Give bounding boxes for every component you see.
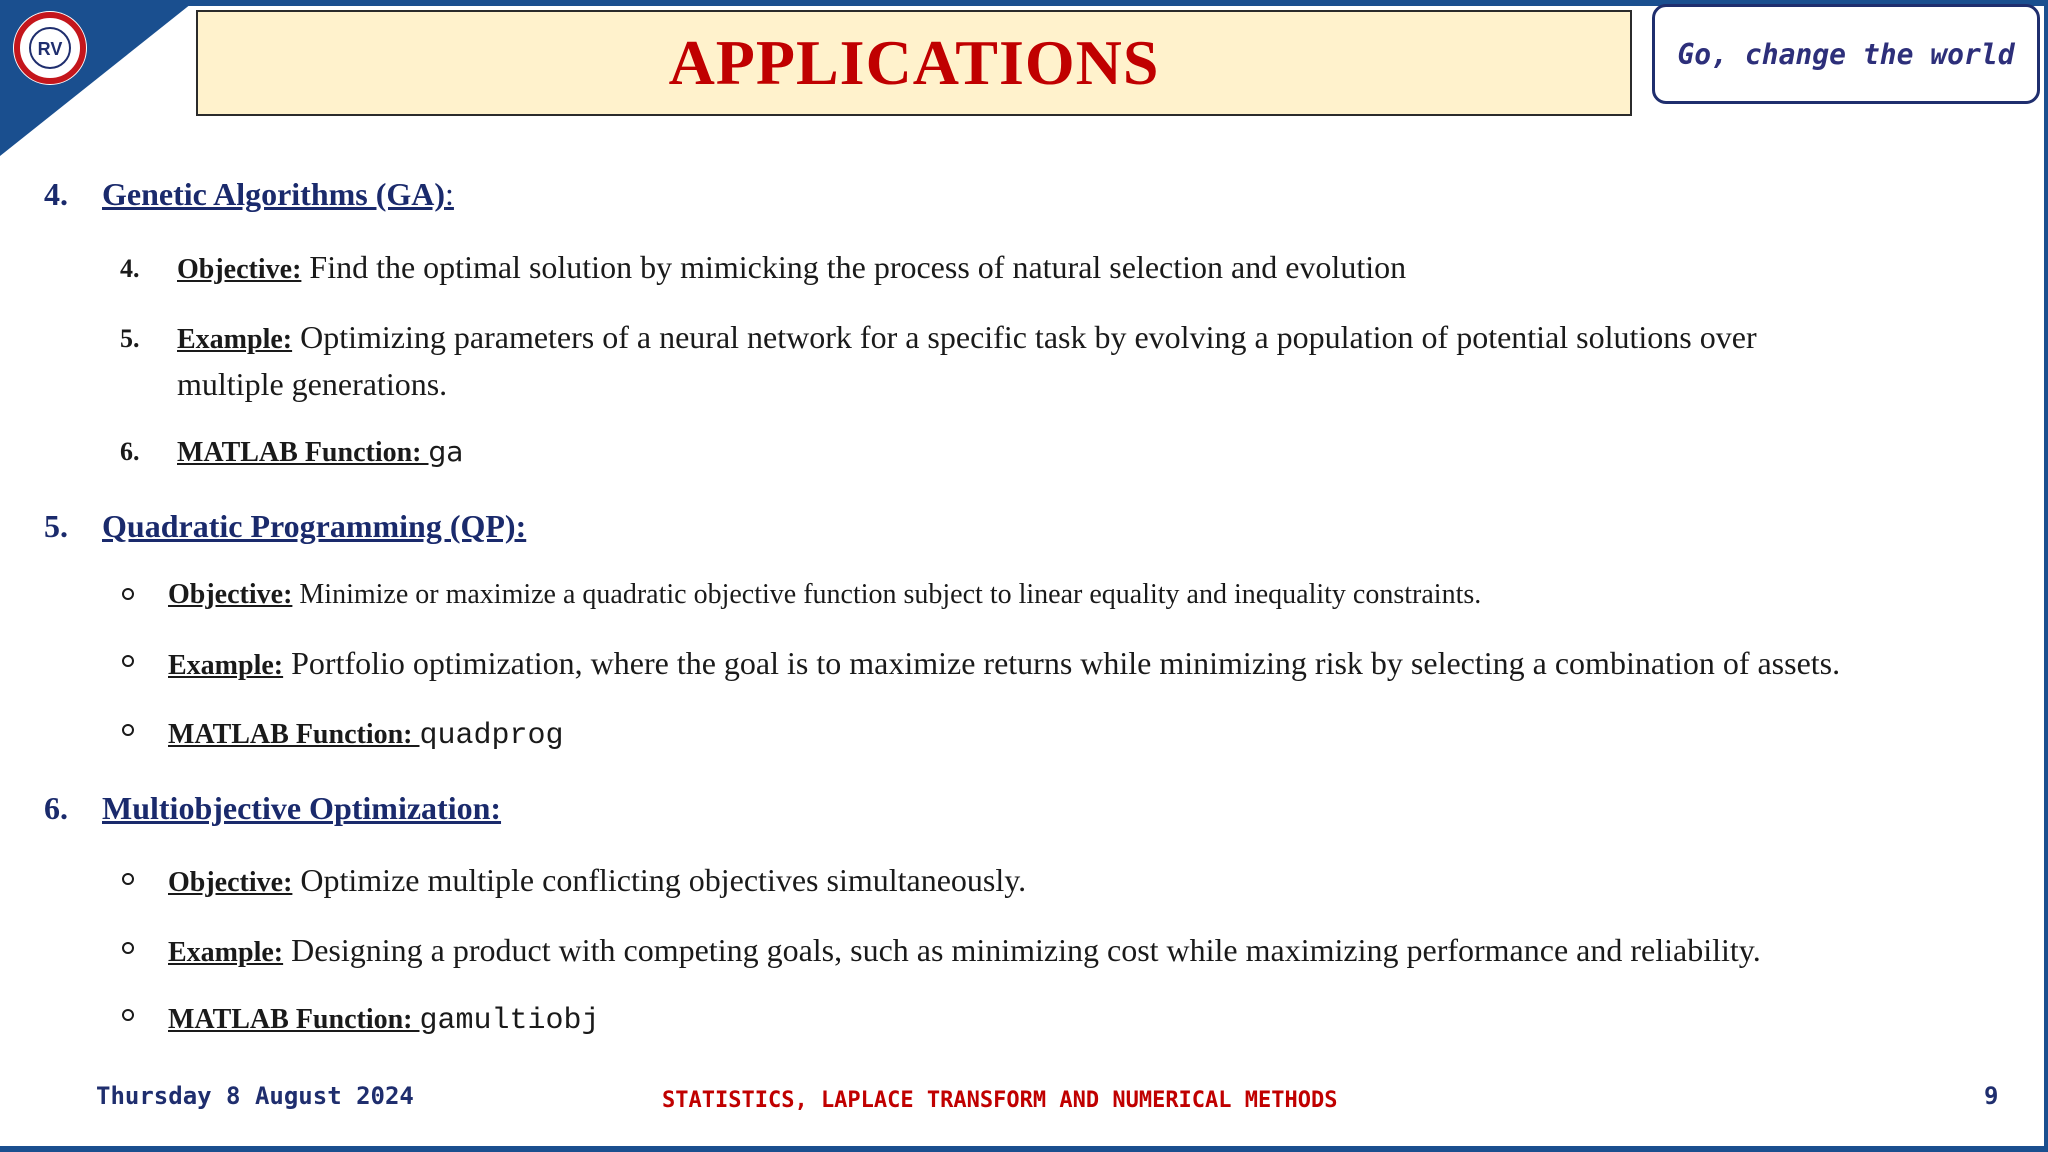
footer-course-title: STATISTICS, LAPLACE TRANSFORM AND NUMERICAL METHODS — [662, 1088, 1338, 1113]
section-number: 6. — [44, 790, 68, 826]
matlab-function-code: gamultiobj — [419, 1004, 600, 1038]
item-label: Objective: — [177, 254, 302, 285]
item-label: Example: — [168, 937, 284, 968]
item-text-continued: multiple generations. — [177, 366, 448, 402]
item-text: Minimize or maximize a quadratic objective function subject to linear equality and inequality constraints. — [292, 579, 1482, 610]
tagline-box — [1652, 4, 2040, 104]
list-item — [120, 315, 2000, 406]
page-title: APPLICATIONS — [668, 27, 1160, 98]
item-text: Portfolio optimization, where the goal is to maximize returns while minimizing risk by selecting a combination of assets. — [283, 645, 1841, 681]
section-heading-qp — [44, 508, 526, 545]
item-text: Find the optimal solution by mimicking the process of natural selection and evolution — [301, 249, 1407, 285]
item-text: Optimizing parameters of a neural network for a specific task by evolving a population of potential solutions over — [292, 319, 1757, 355]
list-item — [168, 858, 2028, 905]
section-title: Multiobjective Optimization: — [102, 790, 502, 826]
matlab-function-code: quadprog — [419, 719, 564, 753]
rv-logo — [10, 8, 90, 88]
section-title: Genetic Algorithms (GA) — [102, 176, 446, 212]
item-marker: 5. — [120, 324, 140, 353]
section-heading-moo — [44, 790, 501, 827]
section-number: 5. — [44, 508, 68, 544]
item-marker: 6. — [120, 437, 140, 466]
right-border — [2044, 0, 2048, 1152]
list-item — [120, 245, 2000, 292]
footer-date: Thursday 8 August 2024 — [96, 1082, 414, 1110]
list-item — [168, 641, 2028, 688]
item-text: Designing a product with competing goals, such as minimizing cost while maximizing performance and reliability. — [283, 932, 1761, 968]
item-label: Objective: — [168, 579, 293, 610]
bullet-icon — [122, 588, 134, 600]
tagline-text: Go, change the world — [1677, 37, 2015, 71]
section-number: 4. — [44, 176, 68, 212]
list-item — [168, 573, 2028, 617]
section-title: Quadratic Programming (QP): — [102, 508, 527, 544]
item-marker: 4. — [120, 254, 140, 283]
bullet-icon — [122, 1009, 134, 1021]
bullet-icon — [122, 655, 134, 667]
bullet-icon — [122, 873, 134, 885]
item-text: Optimize multiple conflicting objectives simultaneously. — [292, 862, 1027, 898]
title-box — [196, 10, 1632, 116]
item-label: Objective: — [168, 867, 293, 898]
page-number: 9 — [1984, 1082, 1999, 1110]
section-title-suffix: : — [445, 176, 454, 212]
bullet-icon — [122, 724, 134, 736]
bottom-border — [0, 1146, 2048, 1152]
list-item — [168, 995, 2028, 1043]
bullet-icon — [122, 942, 134, 954]
section-heading-ga — [44, 176, 454, 213]
item-label: Example: — [168, 650, 284, 681]
item-label: MATLAB Function: — [168, 719, 420, 750]
list-item — [120, 428, 2000, 475]
list-item — [168, 710, 2028, 758]
matlab-function-code: ga — [428, 435, 464, 468]
item-label: MATLAB Function: — [177, 437, 429, 468]
item-label: Example: — [177, 324, 293, 355]
list-item — [168, 928, 2028, 975]
item-label: MATLAB Function: — [168, 1004, 420, 1035]
logo-text: RV — [37, 39, 63, 59]
